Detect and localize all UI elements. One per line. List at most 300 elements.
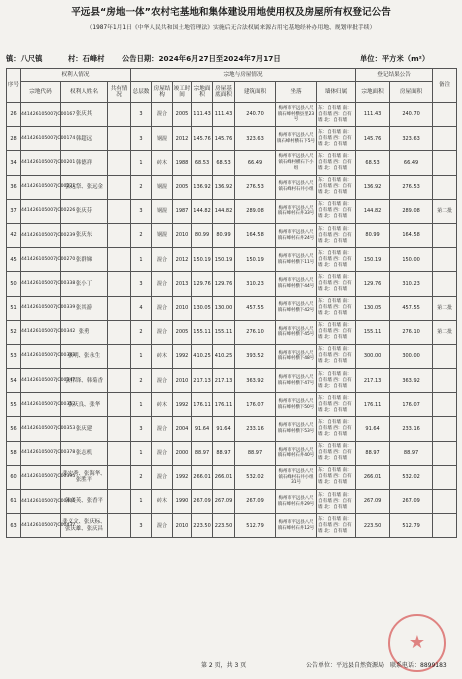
- cell-location: 梅州市平远县八尺镇石峰村横下50号: [276, 393, 317, 417]
- cell-base-area: 80.99: [213, 223, 235, 247]
- table-row: [7, 151, 457, 175]
- header-site-area: 宗地面积: [192, 82, 213, 103]
- info-period: 公告日期：2024年6月27日至2024年7月17日: [122, 54, 281, 63]
- page-indicator: 第 2 页，共 3 页: [201, 662, 247, 669]
- cell-base-area: 145.76: [213, 127, 235, 151]
- cell-parcel-code: 441426105007JC00378: [21, 441, 61, 465]
- cell-building-area: 323.63: [235, 127, 276, 151]
- cell-year-built: 2000: [173, 441, 192, 465]
- cell-note: 第二批: [433, 296, 457, 320]
- register-table: [6, 68, 457, 538]
- cell-boundary: 东：自有墙 南：自有墙 西：自有墙 北：自有墙: [317, 127, 356, 151]
- cell-total-floors: 3: [131, 103, 152, 127]
- cell-co-owned: [108, 248, 131, 272]
- cell-structure: 砖木: [152, 151, 173, 175]
- cell-building-area: 512.79: [235, 514, 276, 538]
- cell-parcel-code: 441426105007JC00270: [21, 248, 61, 272]
- cell-total-floors: 2: [131, 223, 152, 247]
- cell-boundary: 东：自有墙 南：自有墙 西：自有墙 北：自有墙: [317, 272, 356, 296]
- cell-owner-name: 张其游: [61, 296, 108, 320]
- cell-total-floors: 1: [131, 490, 152, 514]
- cell-parcel-code: 441426105007JC00339: [21, 296, 61, 320]
- cell-note: [433, 465, 457, 489]
- cell-base-area: 130.00: [213, 296, 235, 320]
- cell-total-floors: 3: [131, 417, 152, 441]
- cell-parcel-code: 441426105007JC00338: [21, 272, 61, 296]
- cell-building-area: 88.97: [235, 441, 276, 465]
- cell-location: 梅州市平远县八尺镇石峰村横下11号: [276, 248, 317, 272]
- cell-result-site-area: 223.50: [356, 514, 390, 538]
- cell-year-built: 2010: [173, 296, 192, 320]
- cell-base-area: 91.64: [213, 417, 235, 441]
- cell-result-site-area: 136.92: [356, 175, 390, 199]
- cell-site-area: 80.99: [192, 223, 213, 247]
- cell-seq: 37: [7, 199, 21, 223]
- cell-site-area: 88.97: [192, 441, 213, 465]
- cell-owner-name: 张庆东: [61, 223, 108, 247]
- cell-building-area: 289.08: [235, 199, 276, 223]
- cell-structure: 砖木: [152, 344, 173, 368]
- header-announce: 登记结果公告: [356, 69, 433, 82]
- cell-result-site-area: 176.11: [356, 393, 390, 417]
- cell-result-building-area: 164.58: [390, 223, 433, 247]
- cell-location: 梅州市平远县八尺镇石峰村石井12号: [276, 514, 317, 538]
- cell-co-owned: [108, 393, 131, 417]
- cell-location: 梅州市平远县八尺镇石峰村横下47号: [276, 369, 317, 393]
- cell-parcel-code: 441426105007JC00395: [21, 465, 61, 489]
- cell-site-area: 145.76: [192, 127, 213, 151]
- cell-result-site-area: 145.76: [356, 127, 390, 151]
- cell-owner-name: 张庆其: [61, 103, 108, 127]
- cell-year-built: 2010: [173, 514, 192, 538]
- cell-boundary: 东：自有墙 南：自有墙 西：自有墙 北：自有墙: [317, 223, 356, 247]
- cell-site-area: 129.76: [192, 272, 213, 296]
- cell-co-owned: [108, 296, 131, 320]
- cell-location: 梅州市平远县八尺镇石峰村横下42号: [276, 296, 317, 320]
- table-row: [7, 417, 457, 441]
- cell-location: 梅州市平远县八尺镇石峰村石井40号: [276, 441, 317, 465]
- cell-year-built: 1992: [173, 393, 192, 417]
- page-title: 平远县“房地一体”农村宅基地和集体建设用地使用权及房屋所有权登记公告: [71, 7, 391, 18]
- cell-building-area: 276.53: [235, 175, 276, 199]
- cell-owner-name: 韩超远: [61, 127, 108, 151]
- header-result-building-area: 房屋面积: [390, 82, 433, 103]
- cell-seq: 50: [7, 272, 21, 296]
- cell-structure: 混合: [152, 296, 173, 320]
- cell-total-floors: 2: [131, 320, 152, 344]
- cell-year-built: 2012: [173, 127, 192, 151]
- cell-parcel-code: 441426105007JC00221: [21, 175, 61, 199]
- cell-location: 梅州市平远县八尺镇石峰村石井小组: [276, 175, 317, 199]
- header-seq: 序号: [7, 69, 21, 103]
- cell-parcel-code: 441426105007JC00201: [21, 151, 61, 175]
- cell-parcel-code: 441426105007JC00174: [21, 127, 61, 151]
- table-row: [7, 465, 457, 489]
- cell-seq: 34: [7, 151, 21, 175]
- cell-result-site-area: 91.64: [356, 417, 390, 441]
- header-year-built: 竣工时间: [173, 82, 192, 103]
- cell-site-area: 223.50: [192, 514, 213, 538]
- cell-building-area: 176.07: [235, 393, 276, 417]
- cell-result-site-area: 267.09: [356, 490, 390, 514]
- cell-parcel-code: 441426105007JC00353: [21, 417, 61, 441]
- header-site-house: 宗地与房屋情况: [131, 69, 356, 82]
- cell-note: [433, 103, 457, 127]
- cell-boundary: 东：自有墙 南：自有墙 西：自有墙 北：自有墙: [317, 369, 356, 393]
- cell-total-floors: 3: [131, 127, 152, 151]
- cell-result-building-area: 66.49: [390, 151, 433, 175]
- cell-site-area: 144.82: [192, 199, 213, 223]
- cell-co-owned: [108, 465, 131, 489]
- cell-seq: 36: [7, 175, 21, 199]
- cell-site-area: 68.53: [192, 151, 213, 175]
- cell-parcel-code: 441426105007JC00343: [21, 344, 61, 368]
- cell-year-built: 2004: [173, 417, 192, 441]
- cell-structure: 砖木: [152, 490, 173, 514]
- cell-note: [433, 248, 457, 272]
- cell-total-floors: 2: [131, 175, 152, 199]
- cell-location: 梅州市平远县八尺镇石峰村石井33号: [276, 199, 317, 223]
- cell-note: [433, 175, 457, 199]
- cell-year-built: 1990: [173, 490, 192, 514]
- cell-building-area: 233.16: [235, 417, 276, 441]
- cell-seq: 42: [7, 223, 21, 247]
- header-owner-name: 权利人姓名: [61, 82, 108, 103]
- seal-star-icon: ★: [408, 632, 426, 653]
- cell-result-building-area: 289.08: [390, 199, 433, 223]
- cell-note: [433, 151, 457, 175]
- cell-seq: 54: [7, 369, 21, 393]
- cell-location: 梅州市平远县八尺镇石峰村石井24号: [276, 223, 317, 247]
- cell-location: 梅州市平远县八尺镇石峰村横下48号: [276, 344, 317, 368]
- cell-result-building-area: 276.10: [390, 320, 433, 344]
- cell-boundary: 东：自有墙 南：自有墙 西：自有墙 北：自有墙: [317, 514, 356, 538]
- cell-location: 梅州市平远县八尺镇石峰村横下45号: [276, 320, 317, 344]
- cell-base-area: 129.76: [213, 272, 235, 296]
- cell-base-area: 150.19: [213, 248, 235, 272]
- cell-seq: 55: [7, 393, 21, 417]
- cell-base-area: 217.13: [213, 369, 235, 393]
- cell-base-area: 267.09: [213, 490, 235, 514]
- cell-structure: 钢混: [152, 199, 173, 223]
- header-boundary: 墙体归属: [317, 82, 356, 103]
- table-row: [7, 223, 457, 247]
- table-body: [7, 103, 457, 538]
- cell-owner-name: 张勇: [61, 320, 108, 344]
- cell-building-area: 240.70: [235, 103, 276, 127]
- cell-year-built: 2013: [173, 272, 192, 296]
- cell-boundary: 东：自有墙 南：自有墙 西：自有墙 北：自有墙: [317, 393, 356, 417]
- table-row: [7, 441, 457, 465]
- cell-result-site-area: 130.05: [356, 296, 390, 320]
- cell-result-site-area: 266.01: [356, 465, 390, 489]
- cell-building-area: 393.52: [235, 344, 276, 368]
- table-row: [7, 248, 457, 272]
- cell-base-area: 155.11: [213, 320, 235, 344]
- cell-parcel-code: 441426105007JC00239: [21, 223, 61, 247]
- cell-total-floors: 1: [131, 344, 152, 368]
- cell-result-site-area: 88.97: [356, 441, 390, 465]
- cell-result-building-area: 532.02: [390, 465, 433, 489]
- cell-parcel-code: 441426105007JC00406: [21, 490, 61, 514]
- table-row: [7, 514, 457, 538]
- cell-owner-name: 张庆良、张华: [61, 393, 108, 417]
- cell-total-floors: 3: [131, 514, 152, 538]
- cell-result-building-area: 276.53: [390, 175, 433, 199]
- cell-co-owned: [108, 199, 131, 223]
- table-row: [7, 369, 457, 393]
- cell-site-area: 410.25: [192, 344, 213, 368]
- cell-structure: 钢混: [152, 223, 173, 247]
- cell-result-building-area: 363.92: [390, 369, 433, 393]
- cell-structure: 混合: [152, 441, 173, 465]
- header-right-holder: 权利人情况: [21, 69, 131, 82]
- cell-result-building-area: 300.00: [390, 344, 433, 368]
- cell-site-area: 155.11: [192, 320, 213, 344]
- cell-co-owned: [108, 175, 131, 199]
- cell-total-floors: 1: [131, 441, 152, 465]
- cell-result-building-area: 267.09: [390, 490, 433, 514]
- cell-site-area: 130.05: [192, 296, 213, 320]
- cell-base-area: 88.97: [213, 441, 235, 465]
- cell-parcel-code: 441426105007JC00226: [21, 199, 61, 223]
- table-row: [7, 175, 457, 199]
- cell-year-built: 1988: [173, 151, 192, 175]
- cell-year-built: 2005: [173, 103, 192, 127]
- cell-boundary: 东：自有墙 南：自有墙 西：自有墙 北：自有墙: [317, 344, 356, 368]
- cell-site-area: 136.92: [192, 175, 213, 199]
- cell-owner-name: 韩德祥: [61, 151, 108, 175]
- cell-site-area: 150.19: [192, 248, 213, 272]
- cell-base-area: 68.53: [213, 151, 235, 175]
- cell-seq: 51: [7, 296, 21, 320]
- cell-boundary: 东：自有墙 南：自有墙 西：自有墙 北：自有墙: [317, 199, 356, 223]
- cell-co-owned: [108, 127, 131, 151]
- cell-building-area: 66.49: [235, 151, 276, 175]
- cell-co-owned: [108, 272, 131, 296]
- cell-result-site-area: 300.00: [356, 344, 390, 368]
- table-row: [7, 320, 457, 344]
- cell-boundary: 东：自有墙 南：自有墙 西：自有墙 北：自有墙: [317, 441, 356, 465]
- cell-structure: 砖木: [152, 393, 173, 417]
- cell-note: 第二批: [433, 199, 457, 223]
- cell-building-area: 363.92: [235, 369, 276, 393]
- cell-co-owned: [108, 103, 131, 127]
- cell-co-owned: [108, 320, 131, 344]
- cell-result-building-area: 512.79: [390, 514, 433, 538]
- header-parcel-code: 宗地代码: [21, 82, 61, 103]
- cell-structure: 钢混: [152, 175, 173, 199]
- cell-note: 第二批: [433, 320, 457, 344]
- header-building-area: 建筑面积: [235, 82, 276, 103]
- cell-total-floors: 2: [131, 369, 152, 393]
- cell-note: [433, 369, 457, 393]
- cell-base-area: 266.01: [213, 465, 235, 489]
- cell-boundary: 东：自有墙 南：自有墙 西：自有墙 北：自有墙: [317, 417, 356, 441]
- cell-result-building-area: 88.97: [390, 441, 433, 465]
- cell-structure: 混合: [152, 248, 173, 272]
- cell-building-area: 457.55: [235, 296, 276, 320]
- cell-note: [433, 393, 457, 417]
- cell-owner-name: 张明、张永生: [61, 344, 108, 368]
- header-note: 备注: [433, 69, 457, 103]
- cell-seq: 53: [7, 344, 21, 368]
- cell-structure: 钢混: [152, 127, 173, 151]
- cell-base-area: 136.92: [213, 175, 235, 199]
- cell-total-floors: 1: [131, 151, 152, 175]
- cell-total-floors: 1: [131, 393, 152, 417]
- cell-location: 梅州市平远县八尺镇石峰村石井小组31号: [276, 465, 317, 489]
- cell-owner-name: 张庆芬: [61, 199, 108, 223]
- cell-parcel-code: 441426105007JC00342: [21, 320, 61, 344]
- cell-result-site-area: 150.19: [356, 248, 390, 272]
- cell-note: [433, 490, 457, 514]
- cell-location: 梅州市平远县八尺镇石峰村横石下小组: [276, 151, 317, 175]
- cell-building-area: 164.58: [235, 223, 276, 247]
- cell-note: [433, 441, 457, 465]
- cell-year-built: 2010: [173, 223, 192, 247]
- header-base-area: 房屋基底面积: [213, 82, 235, 103]
- cell-seq: 58: [7, 441, 21, 465]
- cell-year-built: 2010: [173, 369, 192, 393]
- cell-year-built: 1987: [173, 199, 192, 223]
- cell-co-owned: [108, 514, 131, 538]
- cell-result-site-area: 217.13: [356, 369, 390, 393]
- cell-owner-name: 张义文、张庆标、张庆雄、张庆昌: [61, 514, 108, 538]
- cell-parcel-code: 441426105007JC00167: [21, 103, 61, 127]
- header-total-floors: 总层数: [131, 82, 152, 103]
- cell-building-area: 532.02: [235, 465, 276, 489]
- info-bar: [6, 54, 456, 66]
- cell-seq: 63: [7, 514, 21, 538]
- cell-total-floors: 3: [131, 199, 152, 223]
- cell-result-building-area: 176.07: [390, 393, 433, 417]
- cell-structure: 混合: [152, 103, 173, 127]
- cell-boundary: 东：自有墙 南：自有墙 西：自有墙 北：自有墙: [317, 320, 356, 344]
- announcing-unit: 公告单位：平远县自然资源局 联系电话：8899183: [306, 662, 447, 669]
- cell-seq: 26: [7, 103, 21, 127]
- cell-site-area: 111.43: [192, 103, 213, 127]
- cell-boundary: 东：自有墙 南：自有墙 西：自有墙 北：自有墙: [317, 490, 356, 514]
- cell-site-area: 266.01: [192, 465, 213, 489]
- header-structure: 房屋结构: [152, 82, 173, 103]
- cell-boundary: 东：自有墙 南：自有墙 西：自有墙 北：自有墙: [317, 248, 356, 272]
- cell-parcel-code: 441426105007JC00352: [21, 393, 61, 417]
- cell-year-built: 2005: [173, 175, 192, 199]
- cell-structure: 混合: [152, 514, 173, 538]
- cell-result-site-area: 144.82: [356, 199, 390, 223]
- cell-parcel-code: 441426105007JC00437: [21, 514, 61, 538]
- cell-owner-name: 张伟锋、韩菊香: [61, 369, 108, 393]
- header-result-site-area: 宗地面积: [356, 82, 390, 103]
- cell-result-building-area: 457.55: [390, 296, 433, 320]
- cell-result-building-area: 310.23: [390, 272, 433, 296]
- cell-result-building-area: 150.00: [390, 248, 433, 272]
- cell-structure: 混合: [152, 465, 173, 489]
- table-row: [7, 272, 457, 296]
- cell-note: [433, 417, 457, 441]
- cell-year-built: 1992: [173, 465, 192, 489]
- cell-seq: 45: [7, 248, 21, 272]
- table-row: [7, 296, 457, 320]
- cell-structure: 混合: [152, 272, 173, 296]
- info-village: 村：石峰村: [68, 54, 105, 63]
- cell-site-area: 91.64: [192, 417, 213, 441]
- footer: [0, 660, 462, 672]
- cell-base-area: 176.11: [213, 393, 235, 417]
- cell-year-built: 1992: [173, 344, 192, 368]
- cell-result-site-area: 80.99: [356, 223, 390, 247]
- cell-owner-name: 韩美英、张香平: [61, 490, 108, 514]
- cell-note: [433, 344, 457, 368]
- cell-total-floors: 3: [131, 272, 152, 296]
- cell-seq: 61: [7, 490, 21, 514]
- cell-owner-name: 张志机: [61, 441, 108, 465]
- cell-note: [433, 514, 457, 538]
- cell-location: 梅州市平远县八尺镇石峰村横下44号: [276, 272, 317, 296]
- cell-location: 梅州市平远县八尺镇石峰村横下53号: [276, 417, 317, 441]
- cell-owner-name: 张宏秀、张海华、张胜平: [61, 465, 108, 489]
- cell-owner-name: 张远祭、张远金: [61, 175, 108, 199]
- cell-result-building-area: 323.63: [390, 127, 433, 151]
- cell-co-owned: [108, 151, 131, 175]
- cell-owner-name: 张群娣: [61, 248, 108, 272]
- cell-co-owned: [108, 490, 131, 514]
- cell-co-owned: [108, 344, 131, 368]
- header-location: 坐落: [276, 82, 317, 103]
- cell-base-area: 410.25: [213, 344, 235, 368]
- cell-seq: 60: [7, 465, 21, 489]
- table-row: [7, 127, 457, 151]
- cell-co-owned: [108, 223, 131, 247]
- cell-location: 梅州市平远县八尺镇石峰村横县里23号: [276, 103, 317, 127]
- cell-total-floors: 4: [131, 296, 152, 320]
- cell-boundary: 东：自有墙 南：自有墙 西：自有墙 北：自有墙: [317, 296, 356, 320]
- cell-location: 梅州市平远县八尺镇石峰村横石下5号: [276, 127, 317, 151]
- cell-structure: 混合: [152, 369, 173, 393]
- cell-co-owned: [108, 369, 131, 393]
- table-row: [7, 393, 457, 417]
- table-row: [7, 199, 457, 223]
- cell-structure: 混合: [152, 320, 173, 344]
- info-town: 镇：八尺镇: [6, 54, 43, 63]
- cell-boundary: 东：自有墙 南：自有墙 西：自有墙 北：自有墙: [317, 175, 356, 199]
- cell-co-owned: [108, 417, 131, 441]
- cell-co-owned: [108, 441, 131, 465]
- cell-building-area: 276.10: [235, 320, 276, 344]
- cell-year-built: 2012: [173, 248, 192, 272]
- cell-building-area: 150.19: [235, 248, 276, 272]
- cell-base-area: 111.43: [213, 103, 235, 127]
- cell-owner-name: 张小丁: [61, 272, 108, 296]
- header-co-owned: 共有情况: [108, 82, 131, 103]
- cell-boundary: 东：自有墙 南：自有墙 西：自有墙 北：自有墙: [317, 103, 356, 127]
- cell-seq: 56: [7, 417, 21, 441]
- cell-result-site-area: 68.53: [356, 151, 390, 175]
- cell-year-built: 2005: [173, 320, 192, 344]
- cell-note: [433, 223, 457, 247]
- cell-site-area: 176.11: [192, 393, 213, 417]
- cell-total-floors: 2: [131, 465, 152, 489]
- cell-boundary: 东：自有墙 南：自有墙 西：自有墙 北：自有墙: [317, 151, 356, 175]
- table-row: [7, 344, 457, 368]
- cell-owner-name: 张庆建: [61, 417, 108, 441]
- cell-base-area: 144.82: [213, 199, 235, 223]
- table-row: [7, 490, 457, 514]
- cell-note: [433, 272, 457, 296]
- cell-structure: 混合: [152, 417, 173, 441]
- cell-total-floors: 1: [131, 248, 152, 272]
